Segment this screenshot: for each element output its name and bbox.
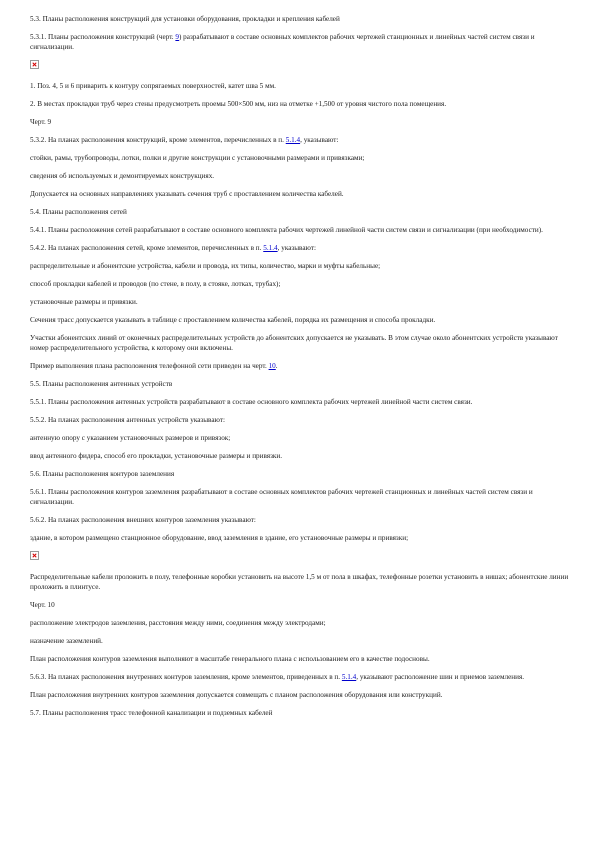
paragraph	[30, 451, 570, 461]
paragraph	[30, 171, 570, 181]
paragraph	[30, 297, 570, 307]
paragraph	[30, 14, 570, 24]
paragraph	[30, 618, 570, 628]
paragraph-text: , указывают расположение шин и приемов заземления.	[356, 673, 525, 681]
paragraph	[30, 708, 570, 718]
reference-link[interactable]: 10	[268, 362, 276, 370]
paragraph	[30, 333, 570, 353]
paragraph-text: .	[275, 362, 278, 370]
reference-link[interactable]: 5.1.4	[341, 673, 357, 681]
paragraph-text: стойки, рамы, трубопроводы, лотки, полки и другие конструкции с установочными размерами и привязками;	[30, 154, 365, 162]
paragraph	[30, 189, 570, 199]
paragraph	[30, 487, 570, 507]
paragraph-text: , указывают:	[300, 136, 339, 144]
paragraph-text: установочные размеры и привязки.	[30, 298, 138, 306]
paragraph-text: 1. Поз. 4, 5 и 6 приварить к контуру сопрягаемых поверхностей, катет шва 5 мм.	[30, 82, 276, 90]
paragraph-text: Пример выполнения плана расположения телефонной сети приведен на черт.	[30, 362, 269, 370]
paragraph-text: 2. В местах прокладки труб через стены предусмотреть проемы 500×500 мм, низ на отметке +1,500 от уровня чистого пола помещения.	[30, 100, 447, 108]
paragraph-text: План расположения внутренних контуров заземления допускается совмещать с планом расположения оборудования или конструкций.	[30, 691, 443, 699]
paragraph	[30, 433, 570, 443]
reference-link[interactable]: 9	[175, 33, 179, 41]
paragraph-text: План расположения контуров заземления выполняют в масштабе генерального плана с использованием его в качестве подосновы.	[30, 655, 430, 663]
paragraph	[30, 654, 570, 664]
paragraph-text: , указывают:	[277, 244, 316, 252]
paragraph	[30, 533, 570, 543]
paragraph-text: 5.7. Планы расположения трасс телефонной канализации и подземных кабелей	[30, 709, 273, 717]
paragraph-text: Сечения трасс допускается указывать в таблице с проставлением количества кабелей, порядка их размещения и способа прокладки.	[30, 316, 436, 324]
paragraph-text: 5.5.2. На планах расположения антенных устройств указывают:	[30, 416, 225, 424]
paragraph	[30, 32, 570, 52]
paragraph	[30, 690, 570, 700]
paragraph-text: сведения об используемых и демонтируемых конструкциях.	[30, 172, 215, 180]
paragraph-text: распределительные и абонентские устройства, кабели и провода, их типы, количество, марки и муфты кабельные;	[30, 262, 381, 270]
paragraph-text: 5.6. Планы расположения контуров заземления	[30, 470, 175, 478]
paragraph	[30, 207, 570, 217]
paragraph-text: ) разрабатывают в составе основных комплектов рабочих чертежей станционных и линейных частей систем связи и сигнализации.	[30, 33, 535, 51]
paragraph-text: назначение заземлений.	[30, 637, 103, 645]
paragraph-text: 5.4.1. Планы расположения сетей разрабатывают в составе основного комплекта рабочих чертежей линейной части систем связи и сигнализации (при необходимости).	[30, 226, 543, 234]
paragraph	[30, 515, 570, 525]
paragraph-text: Участки абонентских линий от оконечных распределительных устройств до абонентских допускается не указывать. В этом случае около абонентских устройств указывают номер распределительного устройства, к которому они включены.	[30, 334, 558, 352]
broken-image-icon	[30, 60, 39, 69]
paragraph	[30, 469, 570, 479]
paragraph	[30, 636, 570, 646]
paragraph	[30, 225, 570, 235]
paragraph	[30, 279, 570, 289]
paragraph-text: 5.6.1. Планы расположения контуров заземления разрабатывают в составе основных комплектов рабочих чертежей станционных и линейных частей систем связи и сигнализации.	[30, 488, 533, 506]
paragraph-text: 5.4.2. На планах расположения сетей, кроме элементов, перечисленных в п.	[30, 244, 264, 252]
paragraph	[30, 379, 570, 389]
paragraph-text: 5.3. Планы расположения конструкций для установки оборудования, прокладки и крепления кабелей	[30, 15, 340, 23]
paragraph	[30, 315, 570, 325]
paragraph-text: 5.3.1. Планы расположения конструкций (черт.	[30, 33, 176, 41]
document-body	[30, 14, 570, 726]
paragraph-text: антенную опору с указанием установочных размеров и привязок;	[30, 434, 231, 442]
paragraph-text: 5.5. Планы расположения антенных устройств	[30, 380, 173, 388]
paragraph	[30, 672, 570, 682]
paragraph	[30, 117, 570, 127]
paragraph-text: здание, в котором размещено станционное оборудование, ввод заземления в здание, его установочные размеры и привязки;	[30, 534, 409, 542]
paragraph	[30, 361, 570, 371]
paragraph-text: Допускается на основных направлениях указывать сечения труб с проставлением количества кабелей.	[30, 190, 344, 198]
paragraph-text: Распределительные кабели проложить в полу, телефонные коробки установить на высоте 1,5 м от пола в шкафах, телефонные розетки установить в нишах; абонентские линии проложить в плинтусе.	[30, 573, 569, 591]
paragraph	[30, 153, 570, 163]
paragraph	[30, 261, 570, 271]
paragraph-text: 5.6.2. На планах расположения внешних контуров заземления указывают:	[30, 516, 256, 524]
paragraph-text: расположение электродов заземления, расстояния между ними, соединения между электродами;	[30, 619, 326, 627]
paragraph	[30, 135, 570, 145]
paragraph-text: 5.5.1. Планы расположения антенных устройств разрабатывают в составе основного комплекта рабочих чертежей линейной части систем связи.	[30, 398, 473, 406]
paragraph	[30, 415, 570, 425]
paragraph-text: Черт. 10	[30, 601, 55, 609]
paragraph-text: способ прокладки кабелей и проводов (по стене, в полу, в стояке, лотках, трубах);	[30, 280, 281, 288]
reference-link[interactable]: 5.1.4	[285, 136, 301, 144]
paragraph-text: Черт. 9	[30, 118, 52, 126]
paragraph-text: 5.4. Планы расположения сетей	[30, 208, 127, 216]
paragraph	[30, 243, 570, 253]
paragraph-text: 5.3.2. На планах расположения конструкций, кроме элементов, перечисленных в п.	[30, 136, 286, 144]
broken-image-icon	[30, 551, 39, 560]
paragraph	[30, 81, 570, 91]
paragraph	[30, 572, 570, 592]
paragraph	[30, 397, 570, 407]
reference-link[interactable]: 5.1.4	[263, 244, 278, 252]
paragraph-text: ввод антенного фидера, способ его прокладки, установочные размеры и привязки.	[30, 452, 283, 460]
paragraph-text: 5.6.3. На планах расположения внутренних контуров заземления, кроме элементов, приведенных в п.	[30, 673, 342, 681]
paragraph	[30, 99, 570, 109]
paragraph	[30, 600, 570, 610]
